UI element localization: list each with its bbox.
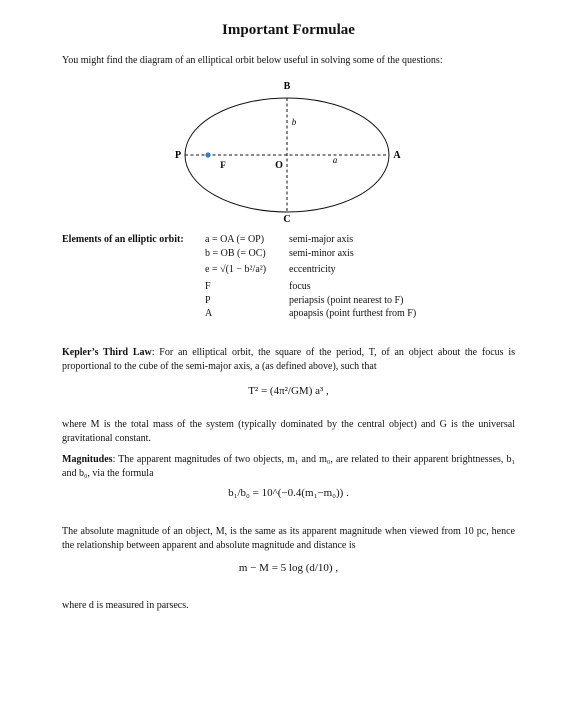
intro-text: You might find the diagram of an elliptical orbit below useful in solving some of the questions:: [62, 55, 443, 66]
orbit-diagram: [160, 75, 420, 225]
kepler-where: where M is the total mass of the system (typically dominated by the central object) and G is the universal gravitational constant.: [62, 419, 515, 444]
label-B: B: [283, 81, 291, 92]
parsec-note: where d is measured in parsecs.: [62, 600, 189, 611]
label-b: b: [291, 117, 297, 127]
magnitudes-text: : The apparent magnitudes of two objects, m₁ and m₀, are related to their apparent brightnesses, b₁ and b₀, via the formula: [62, 454, 515, 479]
label-F: F: [220, 160, 226, 170]
element-symbol: e = √(1 − b²/a²): [205, 264, 267, 275]
kepler-text: : For an elliptical orbit, the square of the period, T, of an object about the focus is proportional to the cube of the semi-major axis, a (as defined above), such that: [62, 347, 516, 372]
element-description: semi-major axis: [289, 234, 354, 245]
magnitudes-label: Magnitudes: [62, 454, 113, 465]
element-symbol: a = OA (= OP): [205, 234, 265, 245]
element-description: periapsis (point nearest to F): [289, 295, 404, 306]
kepler-equation: T² = (4π²/GM) a³ ,: [248, 385, 329, 397]
label-O: O: [275, 160, 283, 171]
element-description: apoapsis (point furthest from F): [289, 308, 417, 319]
element-symbol: F: [205, 281, 211, 292]
absolute-magnitude-text: The absolute magnitude of an object, M, is the same as its apparent magnitude when viewed from 10 pc, hence the relationship between apparent and absolute magnitude and distance is: [62, 526, 515, 551]
element-symbol: A: [205, 308, 213, 319]
page-title: Important Formulae: [222, 22, 355, 38]
magnitude-equation: b₁/b₀ = 10^(−0.4(m₁−m₀)) .: [228, 487, 349, 499]
kepler-paragraph: [62, 346, 515, 374]
element-symbol: P: [205, 295, 211, 306]
distance-modulus-equation: m − M = 5 log (d/10) ,: [238, 562, 339, 574]
element-description: semi-minor axis: [289, 248, 354, 259]
kepler-label: Kepler’s Third Law: [62, 347, 152, 358]
element-description: eccentricity: [289, 264, 336, 275]
focus-point: [205, 152, 210, 157]
label-A: A: [393, 150, 401, 161]
elements-heading: Elements of an elliptic orbit:: [62, 234, 184, 245]
label-P: P: [174, 150, 182, 161]
label-C: C: [283, 214, 291, 225]
label-a: a: [332, 155, 338, 165]
element-symbol: b = OB (= OC): [205, 248, 266, 259]
element-description: focus: [289, 281, 311, 292]
magnitudes-paragraph: [62, 453, 515, 481]
